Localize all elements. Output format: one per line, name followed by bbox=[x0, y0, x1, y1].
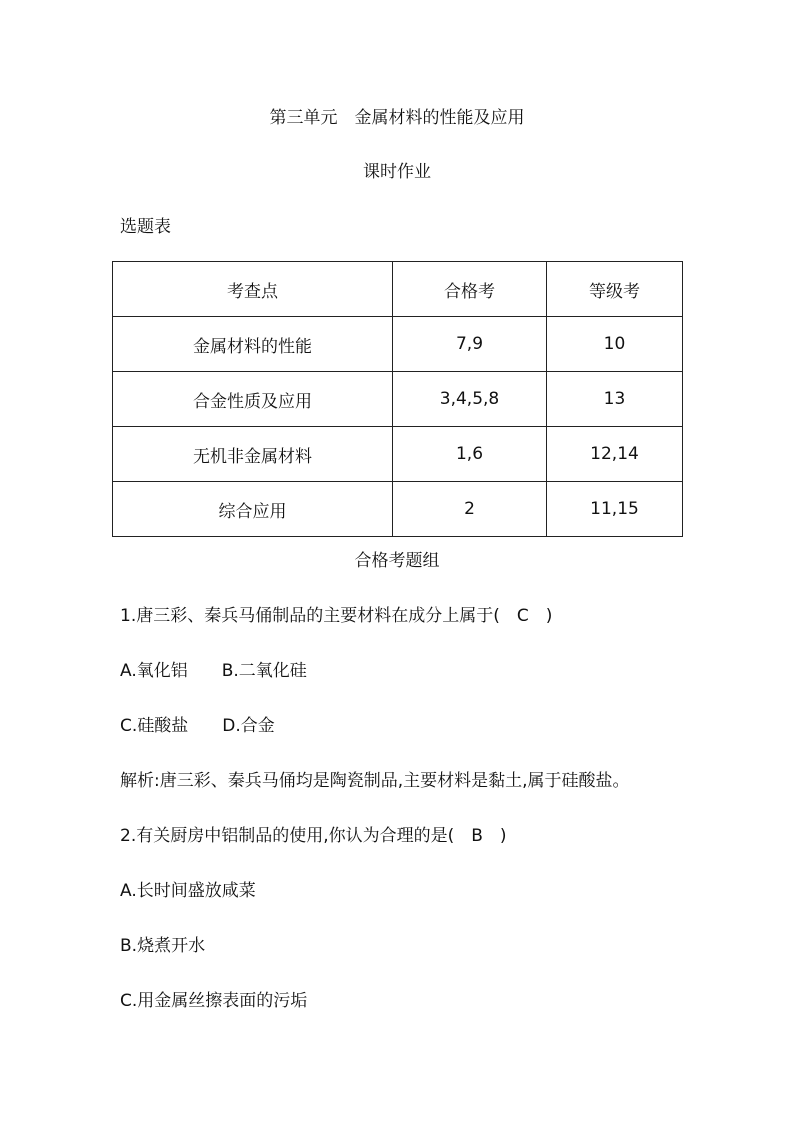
question-2-stem: 2.有关厨房中铝制品的使用,你认为合理的是( B ) bbox=[120, 826, 507, 846]
group-title: 合格考题组 bbox=[354, 551, 440, 571]
question-2-option-b: B.烧煮开水 bbox=[120, 936, 206, 956]
table-caption: 选题表 bbox=[120, 217, 171, 237]
question-1-analysis: 解析:唐三彩、秦兵马俑均是陶瓷制品,主要材料是黏土,属于硅酸盐。 bbox=[120, 771, 630, 791]
question-2-option-a: A.长时间盛放咸菜 bbox=[120, 881, 256, 901]
table-row bbox=[113, 372, 683, 427]
table-cell: 2 bbox=[393, 482, 547, 537]
table-cell: 无机非金属材料 bbox=[113, 427, 393, 482]
table-row bbox=[113, 427, 683, 482]
table-cell: 7,9 bbox=[393, 317, 547, 372]
question-1-options-ab bbox=[120, 659, 307, 683]
table-cell: 12,14 bbox=[547, 427, 683, 482]
table-cell: 11,15 bbox=[547, 482, 683, 537]
option-b: B.二氧化硅 bbox=[221, 661, 307, 681]
page-title: 第三单元 金属材料的性能及应用 bbox=[269, 108, 525, 128]
question-1-options-cd bbox=[120, 714, 275, 738]
table-row bbox=[113, 482, 683, 537]
table-cell: 1,6 bbox=[393, 427, 547, 482]
table-row bbox=[113, 317, 683, 372]
table-cell: 综合应用 bbox=[113, 482, 393, 537]
table-cell: 10 bbox=[547, 317, 683, 372]
question-1-stem: 1.唐三彩、秦兵马俑制品的主要材料在成分上属于( C ) bbox=[120, 606, 553, 626]
table-header-cell: 合格考 bbox=[393, 262, 547, 317]
option-d: D.合金 bbox=[222, 716, 275, 736]
table-header-cell: 等级考 bbox=[547, 262, 683, 317]
page-subtitle: 课时作业 bbox=[363, 162, 431, 182]
table-cell: 金属材料的性能 bbox=[113, 317, 393, 372]
table-cell: 3,4,5,8 bbox=[393, 372, 547, 427]
question-2-option-c: C.用金属丝擦表面的污垢 bbox=[120, 991, 308, 1011]
table-cell: 13 bbox=[547, 372, 683, 427]
topic-table bbox=[112, 261, 683, 537]
table-header-row bbox=[113, 262, 683, 317]
option-a: A.氧化铝 bbox=[120, 661, 188, 681]
table-cell: 合金性质及应用 bbox=[113, 372, 393, 427]
option-c: C.硅酸盐 bbox=[120, 716, 189, 736]
table-header-cell: 考查点 bbox=[113, 262, 393, 317]
